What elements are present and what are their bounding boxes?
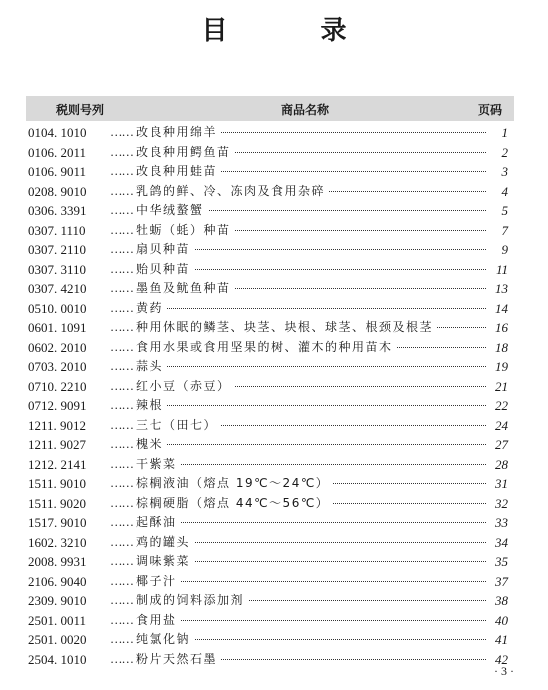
dot-leader bbox=[136, 620, 486, 621]
toc-row[interactable] bbox=[26, 474, 514, 494]
toc-header bbox=[26, 96, 514, 121]
page-ref: 4 bbox=[501, 183, 508, 199]
toc-row[interactable] bbox=[26, 494, 514, 514]
toc-row[interactable] bbox=[26, 533, 514, 553]
product-name: 牡蛎（蚝）种苗 bbox=[136, 221, 235, 241]
tariff-code: 0208. 9010 bbox=[28, 183, 87, 199]
tariff-code: 0307. 3110 bbox=[28, 261, 87, 277]
product-name: 制成的饲料添加剂 bbox=[136, 591, 248, 611]
column-header-code: 税则号列 bbox=[56, 103, 105, 117]
tariff-code: 2008. 9931 bbox=[28, 554, 87, 569]
product-name: 改良种用鳄鱼苗 bbox=[136, 143, 235, 163]
toc-row[interactable] bbox=[26, 182, 514, 202]
toc-row[interactable] bbox=[26, 611, 514, 631]
tariff-code: 1511. 9020 bbox=[28, 495, 87, 511]
leader-dots: …… bbox=[110, 554, 133, 568]
tariff-code: 0510. 0010 bbox=[28, 300, 87, 316]
tariff-code: 1517. 9010 bbox=[28, 515, 87, 530]
tariff-code: 0703. 2010 bbox=[28, 359, 87, 374]
product-name: 椰子汁 bbox=[136, 572, 181, 592]
tariff-code: 0106. 9011 bbox=[28, 164, 87, 179]
product-name: 槐米 bbox=[136, 435, 167, 455]
dot-leader bbox=[136, 308, 486, 309]
dot-leader bbox=[136, 405, 486, 406]
product-name: 棕榈液油（熔点 19℃～24℃） bbox=[136, 474, 333, 494]
toc-row[interactable] bbox=[26, 260, 514, 280]
leader-dots: …… bbox=[110, 183, 133, 198]
leader-dots: …… bbox=[110, 300, 133, 315]
page-ref: 18 bbox=[495, 339, 508, 355]
tariff-code: 1511. 9010 bbox=[28, 476, 87, 491]
dot-leader bbox=[136, 522, 486, 523]
page-ref: 38 bbox=[495, 593, 508, 608]
toc-row[interactable] bbox=[26, 396, 514, 416]
product-name: 红小豆（赤豆） bbox=[136, 377, 235, 397]
product-name: 墨鱼及鱿鱼种苗 bbox=[136, 279, 235, 299]
toc-row[interactable] bbox=[26, 318, 514, 338]
tariff-code: 2504. 1010 bbox=[28, 651, 87, 667]
product-name: 棕榈硬脂（熔点 44℃～56℃） bbox=[136, 494, 333, 514]
leader-dots: …… bbox=[110, 515, 133, 529]
page-ref: 32 bbox=[495, 495, 508, 511]
dot-leader bbox=[136, 581, 486, 582]
toc-row[interactable] bbox=[26, 513, 514, 533]
toc-row[interactable] bbox=[26, 123, 514, 143]
product-name: 三七（田七） bbox=[136, 416, 221, 436]
toc-row[interactable] bbox=[26, 630, 514, 650]
product-name: 中华绒螯蟹 bbox=[136, 201, 208, 221]
toc-row[interactable] bbox=[26, 455, 514, 475]
leader-dots: …… bbox=[110, 164, 133, 178]
product-name: 干紫菜 bbox=[136, 455, 181, 475]
toc-row[interactable] bbox=[26, 591, 514, 611]
product-name: 起酥油 bbox=[136, 513, 181, 533]
toc-row[interactable] bbox=[26, 435, 514, 455]
page-ref: 34 bbox=[495, 534, 508, 550]
leader-dots: …… bbox=[110, 320, 133, 334]
page-ref: 31 bbox=[495, 476, 508, 491]
tariff-code: 1211. 9027 bbox=[28, 437, 87, 452]
page-ref: 35 bbox=[495, 554, 508, 569]
leader-dots: …… bbox=[110, 593, 133, 607]
toc-list bbox=[26, 123, 514, 669]
leader-dots: …… bbox=[110, 359, 133, 373]
leader-dots: …… bbox=[110, 456, 133, 471]
product-name: 纯氯化钠 bbox=[136, 630, 194, 650]
leader-dots: …… bbox=[110, 144, 133, 159]
leader-dots: …… bbox=[110, 437, 133, 451]
dot-leader bbox=[136, 464, 486, 465]
dot-leader bbox=[136, 444, 486, 445]
page-ref: 41 bbox=[495, 632, 508, 647]
column-header-page: 页码 bbox=[477, 103, 502, 117]
tariff-code: 2501. 0020 bbox=[28, 632, 87, 647]
tariff-code: 1602. 3210 bbox=[28, 534, 87, 550]
page-ref: 21 bbox=[495, 378, 508, 394]
product-name: 蒜头 bbox=[136, 357, 167, 377]
product-name: 辣根 bbox=[136, 396, 167, 416]
tariff-code: 0307. 4210 bbox=[28, 281, 87, 296]
page-ref: 27 bbox=[495, 437, 508, 452]
page-ref: 24 bbox=[495, 417, 508, 433]
leader-dots: …… bbox=[110, 476, 133, 490]
toc-row[interactable] bbox=[26, 240, 514, 260]
dot-leader bbox=[136, 366, 486, 367]
toc-row[interactable] bbox=[26, 377, 514, 397]
column-header-name: 商品名称 bbox=[281, 103, 330, 117]
leader-dots: …… bbox=[110, 125, 133, 139]
leader-dots: …… bbox=[110, 632, 133, 646]
toc-row[interactable] bbox=[26, 338, 514, 358]
product-name: 调味紫菜 bbox=[136, 552, 194, 572]
toc-row[interactable] bbox=[26, 416, 514, 436]
page-ref: 14 bbox=[495, 300, 508, 316]
page-ref: 22 bbox=[495, 398, 508, 413]
leader-dots: …… bbox=[110, 339, 133, 354]
toc-row[interactable] bbox=[26, 143, 514, 163]
page-ref: 7 bbox=[501, 222, 508, 238]
page-title: 目 录 bbox=[201, 16, 389, 46]
toc-row[interactable] bbox=[26, 162, 514, 182]
tariff-code: 1212. 2141 bbox=[28, 456, 87, 472]
tariff-code: 0307. 2110 bbox=[28, 242, 87, 257]
leader-dots: …… bbox=[110, 261, 133, 276]
product-name: 乳鸽的鲜、冷、冻肉及食用杂碎 bbox=[136, 182, 329, 202]
page-ref: 13 bbox=[495, 281, 508, 296]
product-name: 种用休眠的鳞茎、块茎、块根、球茎、根颈及根茎 bbox=[136, 318, 437, 338]
toc-row[interactable] bbox=[26, 552, 514, 572]
toc-row[interactable] bbox=[26, 279, 514, 299]
leader-dots: …… bbox=[110, 534, 133, 549]
toc-row[interactable] bbox=[26, 201, 514, 221]
page-ref: 19 bbox=[495, 359, 508, 374]
tariff-code: 2501. 0011 bbox=[28, 612, 87, 628]
page-ref: 40 bbox=[495, 612, 508, 628]
tariff-code: 0106. 2011 bbox=[28, 144, 87, 160]
product-name: 食用盐 bbox=[136, 611, 181, 631]
page-ref: 5 bbox=[501, 203, 508, 218]
product-name: 改良种用绵羊 bbox=[136, 123, 221, 143]
leader-dots: …… bbox=[110, 222, 133, 237]
page-ref: 33 bbox=[495, 515, 508, 530]
tariff-code: 0602. 2010 bbox=[28, 339, 87, 355]
tariff-code: 0712. 9091 bbox=[28, 398, 87, 413]
page-ref: 2 bbox=[501, 144, 508, 160]
tariff-code: 0306. 3391 bbox=[28, 203, 87, 218]
product-name: 改良种用蛙苗 bbox=[136, 162, 221, 182]
tariff-code: 0601. 1091 bbox=[28, 320, 87, 335]
toc-row[interactable] bbox=[26, 357, 514, 377]
leader-dots: …… bbox=[110, 417, 133, 432]
tariff-code: 1211. 9012 bbox=[28, 417, 87, 433]
tariff-code: 0104. 1010 bbox=[28, 125, 87, 140]
page-ref: 1 bbox=[501, 125, 508, 140]
page-ref: 37 bbox=[495, 573, 508, 589]
leader-dots: …… bbox=[110, 398, 133, 412]
page-number: · 3 · bbox=[494, 664, 514, 678]
leader-dots: …… bbox=[110, 281, 133, 295]
tariff-code: 2106. 9040 bbox=[28, 573, 87, 589]
tariff-code: 0307. 1110 bbox=[28, 222, 86, 238]
product-name: 扇贝种苗 bbox=[136, 240, 194, 260]
leader-dots: …… bbox=[110, 242, 133, 256]
toc-row[interactable] bbox=[26, 650, 514, 670]
toc-row[interactable] bbox=[26, 221, 514, 241]
product-name: 贻贝种苗 bbox=[136, 260, 194, 280]
leader-dots: …… bbox=[110, 378, 133, 393]
leader-dots: …… bbox=[110, 573, 133, 588]
page-ref: 3 bbox=[501, 164, 508, 179]
toc-row[interactable] bbox=[26, 299, 514, 319]
page-ref: 28 bbox=[495, 456, 508, 472]
product-name: 食用水果或食用坚果的树、灌木的种用苗木 bbox=[136, 338, 397, 358]
leader-dots: …… bbox=[110, 651, 133, 666]
toc-row[interactable] bbox=[26, 572, 514, 592]
tariff-code: 2309. 9010 bbox=[28, 593, 87, 608]
leader-dots: …… bbox=[110, 203, 133, 217]
page-ref: 9 bbox=[501, 242, 508, 257]
product-name: 黄药 bbox=[136, 299, 167, 319]
leader-dots: …… bbox=[110, 612, 133, 627]
product-name: 粉片天然石墨 bbox=[136, 650, 221, 670]
page-ref: 16 bbox=[495, 320, 508, 335]
page-ref: 11 bbox=[495, 261, 508, 277]
tariff-code: 0710. 2210 bbox=[28, 378, 87, 394]
product-name: 鸡的罐头 bbox=[136, 533, 194, 553]
leader-dots: …… bbox=[110, 495, 133, 510]
page-ref: 42 bbox=[495, 651, 508, 667]
